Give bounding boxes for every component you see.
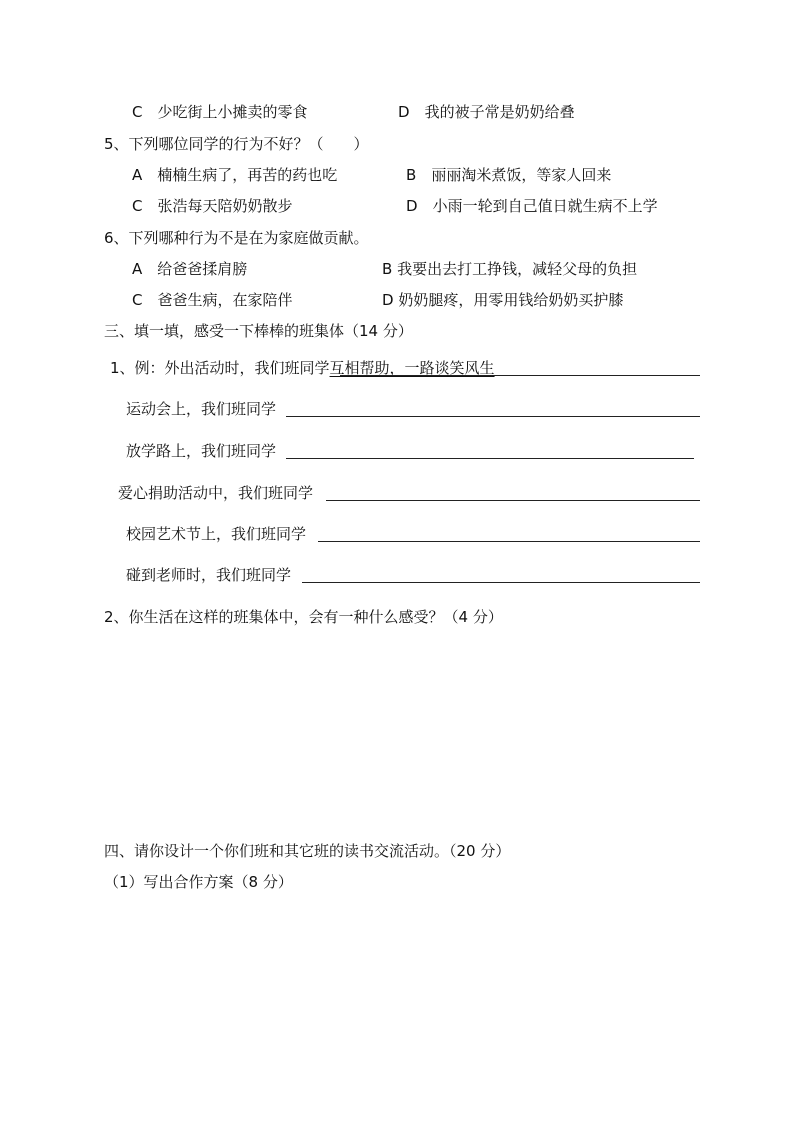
section3-title: 三、填一填，感受一下棒棒的班集体（14 分） [104,322,413,340]
fill-prompt-teacher: 碰到老师时，我们班同学 [126,566,292,584]
q5-option-b: B 丽丽淘米煮饭，等家人回来 [406,166,612,184]
q5-stem: 5、下列哪位同学的行为不好？（ ） [104,135,369,153]
q6-option-a: A 给爸爸揉肩膀 [132,260,248,278]
q4-option-c: C 少吃街上小摊卖的零食 [132,103,308,121]
answer-line[interactable] [286,416,700,417]
fill-prompt-after-school: 放学路上，我们班同学 [126,442,277,460]
fill-prompt-art-festival: 校园艺术节上，我们班同学 [126,525,307,543]
answer-line[interactable] [286,458,694,459]
q5-option-a: A 楠楠生病了，再苦的药也吃 [132,166,338,184]
q6-option-d: D 奶奶腿疼，用零用钱给奶奶买护膝 [382,291,624,309]
section3-q2: 2、你生活在这样的班集体中，会有一种什么感受？（4 分） [104,608,503,626]
fill-example: 1、例：外出活动时，我们班同学互相帮助，一路谈笑风生 [110,359,495,377]
q6-stem: 6、下列哪种行为不是在为家庭做贡献。 [104,229,369,247]
q5-option-d: D 小雨一轮到自己值日就生病不上学 [406,197,658,215]
answer-line[interactable] [302,582,700,583]
q4-option-d: D 我的被子常是奶奶给叠 [398,103,575,121]
example-answer: 互相帮助，一路谈笑风生 [329,359,495,377]
answer-line[interactable] [340,375,700,376]
section4-title: 四、请你设计一个你们班和其它班的读书交流活动。（20 分） [104,842,511,860]
answer-line[interactable] [326,500,700,501]
answer-line[interactable] [318,541,700,542]
fill-prompt-charity: 爱心捐助活动中，我们班同学 [118,484,314,502]
q6-option-c: C 爸爸生病，在家陪伴 [132,291,293,309]
q5-option-c: C 张浩每天陪奶奶散步 [132,197,293,215]
section4-sub1: （1）写出合作方案（8 分） [104,873,293,891]
q6-option-b: B 我要出去打工挣钱，减轻父母的负担 [382,260,638,278]
fill-prompt-sports: 运动会上，我们班同学 [126,400,277,418]
